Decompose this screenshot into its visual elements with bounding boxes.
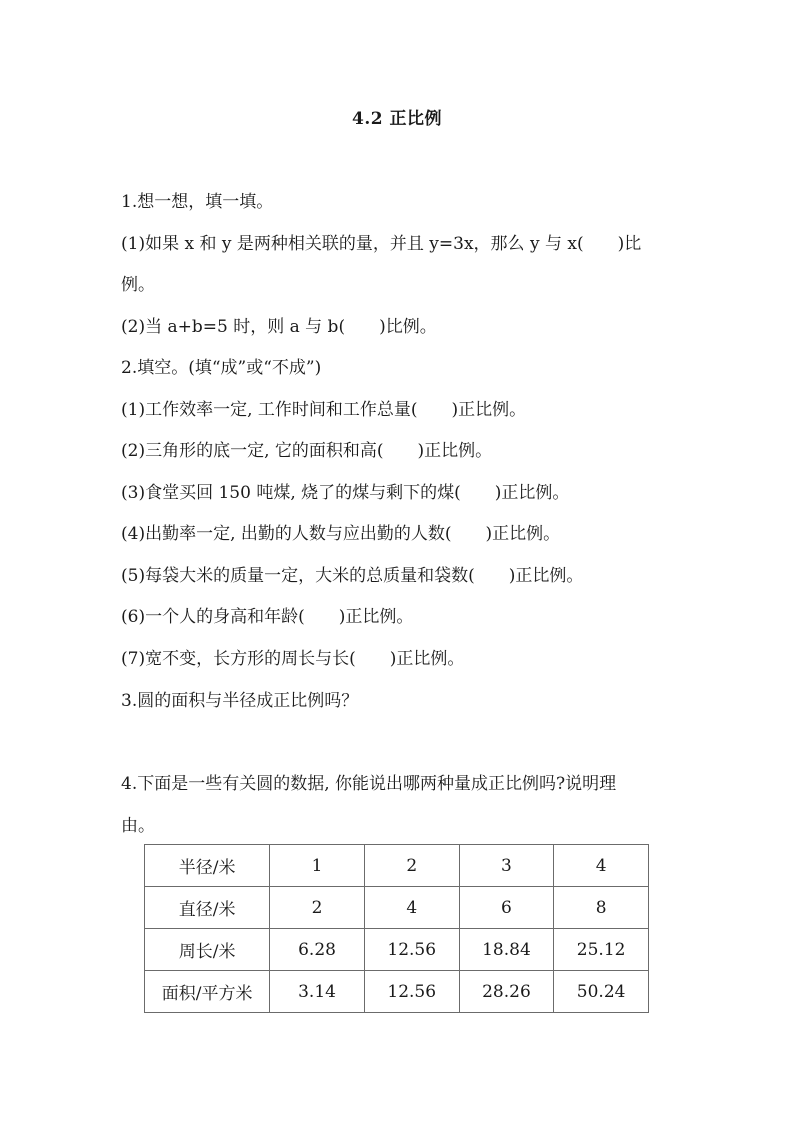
table-cell: 4 bbox=[554, 845, 649, 887]
table-cell: 25.12 bbox=[554, 929, 649, 971]
table-cell: 6 bbox=[459, 887, 554, 929]
table-cell: 50.24 bbox=[554, 971, 649, 1013]
table-cell: 1 bbox=[270, 845, 365, 887]
table-cell: 6.28 bbox=[270, 929, 365, 971]
question-2-item-3: (3)食堂买回 150 吨煤, 烧了的煤与剩下的煤( )正比例。 bbox=[121, 483, 570, 503]
table-row bbox=[145, 971, 649, 1013]
question-2-item-2: (2)三角形的底一定, 它的面积和高( )正比例。 bbox=[121, 441, 493, 461]
question-2-item-6: (6)一个人的身高和年龄( )正比例。 bbox=[121, 607, 414, 627]
question-1-item-1-line-1: (1)如果 x 和 y 是两种相关联的量，并且 y=3x，那么 y 与 x( )比 bbox=[121, 234, 642, 254]
question-2-item-7: (7)宽不变，长方形的周长与长( )正比例。 bbox=[121, 649, 465, 669]
question-1-heading: 1.想一想，填一填。 bbox=[121, 192, 274, 212]
table-row bbox=[145, 887, 649, 929]
question-1-item-1-line-2: 例。 bbox=[121, 275, 155, 295]
table-cell: 2 bbox=[270, 887, 365, 929]
table-cell: 28.26 bbox=[459, 971, 554, 1013]
question-4-line-2: 由。 bbox=[121, 816, 155, 836]
page-title: 4.2 正比例 bbox=[352, 109, 442, 129]
question-4-line-1: 4.下面是一些有关圆的数据, 你能说出哪两种量成正比例吗?说明理 bbox=[121, 774, 617, 794]
circle-data-table bbox=[144, 844, 649, 1013]
table-cell: 2 bbox=[364, 845, 459, 887]
question-2-item-4: (4)出勤率一定, 出勤的人数与应出勤的人数( )正比例。 bbox=[121, 524, 561, 544]
question-1-item-2: (2)当 a+b=5 时，则 a 与 b( )比例。 bbox=[121, 317, 437, 337]
question-3: 3.圆的面积与半径成正比例吗？ bbox=[121, 691, 359, 711]
table-cell: 3 bbox=[459, 845, 554, 887]
row-header: 半径/米 bbox=[145, 845, 270, 887]
table-row bbox=[145, 929, 649, 971]
row-header: 周长/米 bbox=[145, 929, 270, 971]
table-cell: 3.14 bbox=[270, 971, 365, 1013]
row-header: 直径/米 bbox=[145, 887, 270, 929]
question-2-item-5: (5)每袋大米的质量一定，大米的总质量和袋数( )正比例。 bbox=[121, 566, 584, 586]
table-cell: 12.56 bbox=[364, 971, 459, 1013]
table-cell: 4 bbox=[364, 887, 459, 929]
table-cell: 18.84 bbox=[459, 929, 554, 971]
question-2-item-1: (1)工作效率一定, 工作时间和工作总量( )正比例。 bbox=[121, 400, 527, 420]
table-cell: 12.56 bbox=[364, 929, 459, 971]
row-header: 面积/平方米 bbox=[145, 971, 270, 1013]
table-row bbox=[145, 845, 649, 887]
question-2-heading: 2.填空。(填“成”或“不成”) bbox=[121, 358, 322, 378]
table-cell: 8 bbox=[554, 887, 649, 929]
